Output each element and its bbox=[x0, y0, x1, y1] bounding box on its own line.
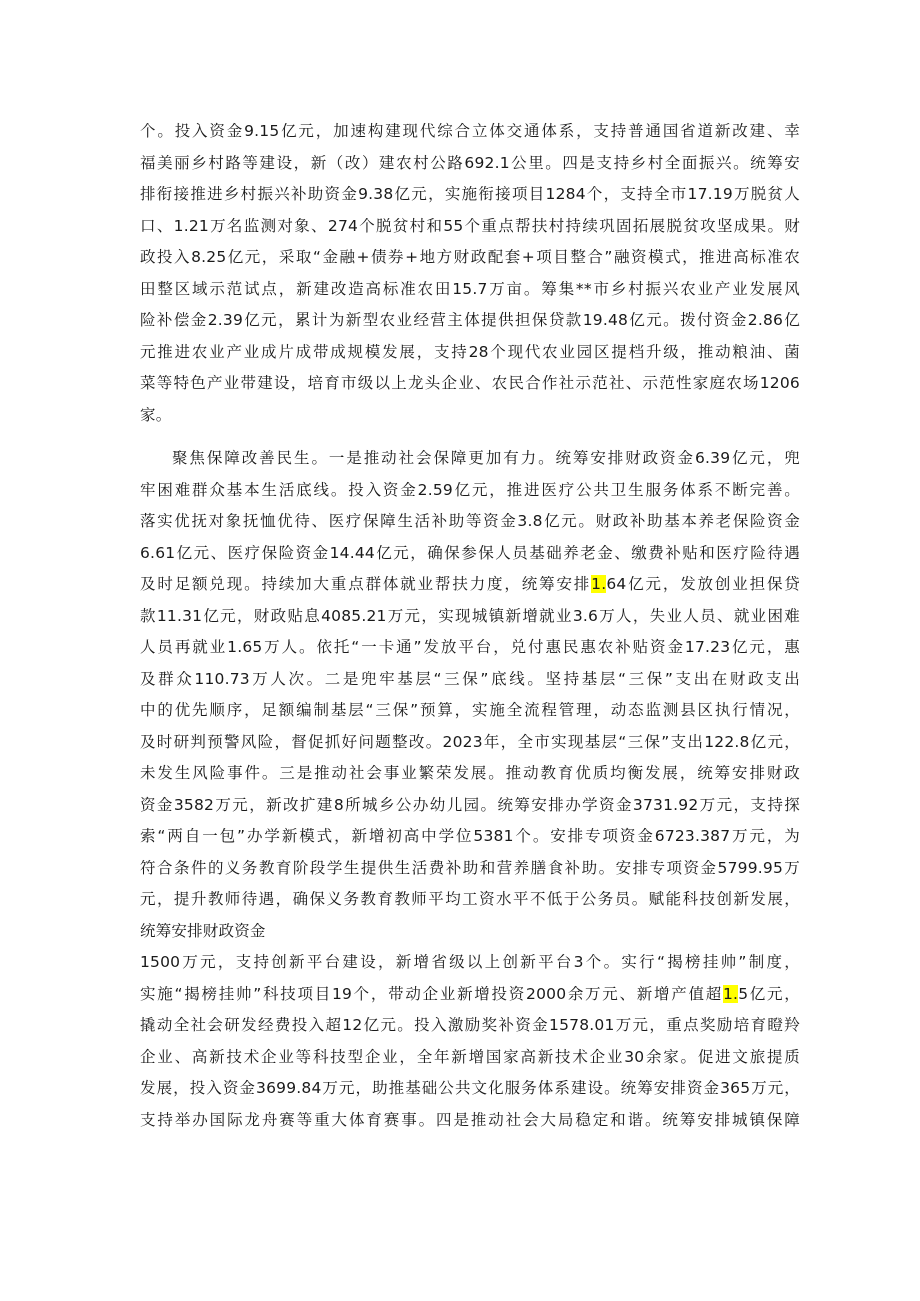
text-line: 聚焦保障改善民生。一是推动社会保障更加有力。统筹安排财政资金6.39亿元，兜 bbox=[172, 449, 800, 467]
text-line: 发展，投入资金3699.84万元，助推基础公共文化服务体系建设。统筹安排资金365万元， bbox=[140, 1079, 800, 1097]
text-line-highlighted bbox=[140, 569, 800, 601]
document-body bbox=[140, 116, 800, 1136]
text-segment: 实施“揭榜挂帅”科技项目19个，带动企业新增投资2000余万元、新增产值超 bbox=[140, 984, 723, 1003]
text-line: 及群众110.73万人次。二是兜牢基层“三保”底线。坚持基层“三保”支出在财政支出 bbox=[140, 669, 800, 688]
text-line: 田整区域示范试点，新建改造高标准农田15.7万亩。筹集**市乡村振兴农业产业发展风 bbox=[140, 279, 800, 298]
text-line: 未发生风险事件。三是推动社会事业繁荣发展。推动教育优质均衡发展，统筹安排财政 bbox=[140, 764, 800, 782]
paragraph-rural-revitalization bbox=[140, 116, 800, 431]
text-line: 撬动全社会研发经费投入超12亿元。投入激励奖补资金1578.01万元，重点奖励培育瞪羚 bbox=[140, 1016, 800, 1034]
text-line: 家。 bbox=[140, 405, 172, 424]
text-line: 险补偿金2.39亿元，累计为新型农业经营主体提供担保贷款19.48亿元。拨付资金2.86亿 bbox=[140, 311, 800, 329]
text-segment: 64亿元，发放创业担保贷 bbox=[606, 575, 801, 593]
text-line: 福美丽乡村路等建设，新（改）建农村公路692.1公里。四是支持乡村全面振兴。统筹安 bbox=[140, 153, 800, 172]
text-line: 排衔接推进乡村振兴补助资金9.38亿元，实施衔接项目1284个，支持全市17.19万脱贫人 bbox=[140, 185, 800, 203]
paragraph-gap bbox=[140, 431, 800, 443]
text-line-highlighted bbox=[140, 979, 800, 1011]
text-line: 口、1.21万名监测对象、274个脱贫村和55个重点帮扶村持续巩固拓展脱贫攻坚成果。财 bbox=[140, 216, 800, 235]
text-line: 中的优先顺序，足额编制基层“三保”预算，实施全流程管理，动态监测县区执行情况， bbox=[140, 701, 800, 719]
text-segment: 及时足额兑现。持续加大重点群体就业帮扶力度，统筹安排 bbox=[140, 575, 592, 593]
text-line: 政投入8.25亿元，采取“金融+债券+地方财政配套+项目整合”融资模式，推进高标准农 bbox=[140, 248, 800, 266]
text-line: 人员再就业1.65万人。依托“一卡通”发放平台，兑付惠民惠农补贴资金17.23亿元，惠 bbox=[140, 638, 800, 656]
text-line: 元推进农业产业成片成带成规模发展，支持28个现代农业园区提档升级，推动粮油、菌 bbox=[140, 342, 800, 361]
highlight-mark: 1. bbox=[723, 984, 739, 1003]
text-line: 菜等特色产业带建设，培育市级以上龙头企业、农民合作社示范社、示范性家庭农场1206 bbox=[140, 374, 800, 392]
text-line: 款11.31亿元，财政贴息4085.21万元，实现城镇新增就业3.6万人，失业人员、就业困难 bbox=[140, 606, 800, 625]
text-line: 符合条件的义务教育阶段学生提供生活费补助和营养膳食补助。安排专项资金5799.95万 bbox=[140, 858, 800, 877]
text-line: 牢困难群众基本生活底线。投入资金2.59亿元，推进医疗公共卫生服务体系不断完善。 bbox=[140, 480, 800, 499]
text-line: 企业、高新技术企业等科技型企业，全年新增国家高新技术企业30余家。促进文旅提质 bbox=[140, 1047, 800, 1066]
text-line: 6.61亿元、医疗保险资金14.44亿元，确保参保人员基础养老金、缴费补贴和医疗险待遇 bbox=[140, 543, 800, 562]
text-segment: 5亿元， bbox=[738, 984, 800, 1003]
highlight-mark: 1. bbox=[591, 575, 607, 593]
text-line: 个。投入资金9.15亿元，加速构建现代综合立体交通体系，支持普通国省道新改建、幸 bbox=[140, 122, 800, 140]
paragraph-livelihood bbox=[140, 443, 800, 1136]
text-line: 落实优抚对象抚恤优待、医疗保障生活补助等资金3.8亿元。财政补助基本养老保险资金 bbox=[140, 512, 800, 530]
text-line: 及时研判预警风险，督促抓好问题整改。2023年，全市实现基层“三保”支出122.8亿元， bbox=[140, 732, 800, 751]
text-line: 元，提升教师待遇，确保义务教育教师平均工资水平不低于公务员。赋能科技创新发展， bbox=[140, 890, 800, 908]
text-line: 资金3582万元，新改扩建8所城乡公办幼儿园。统筹安排办学资金3731.92万元，支持探 bbox=[140, 795, 800, 814]
text-line: 统筹安排财政资金 bbox=[140, 921, 266, 940]
text-line: 索“两自一包”办学新模式，新增初高中学位5381个。安排专项资金6723.387万元，为 bbox=[140, 827, 800, 845]
text-line: 1500万元，支持创新平台建设，新增省级以上创新平台3个。实行“揭榜挂帅”制度， bbox=[140, 953, 800, 971]
text-line: 支持举办国际龙舟赛等重大体育赛事。四是推动社会大局稳定和谐。统筹安排城镇保障 bbox=[140, 1110, 800, 1129]
